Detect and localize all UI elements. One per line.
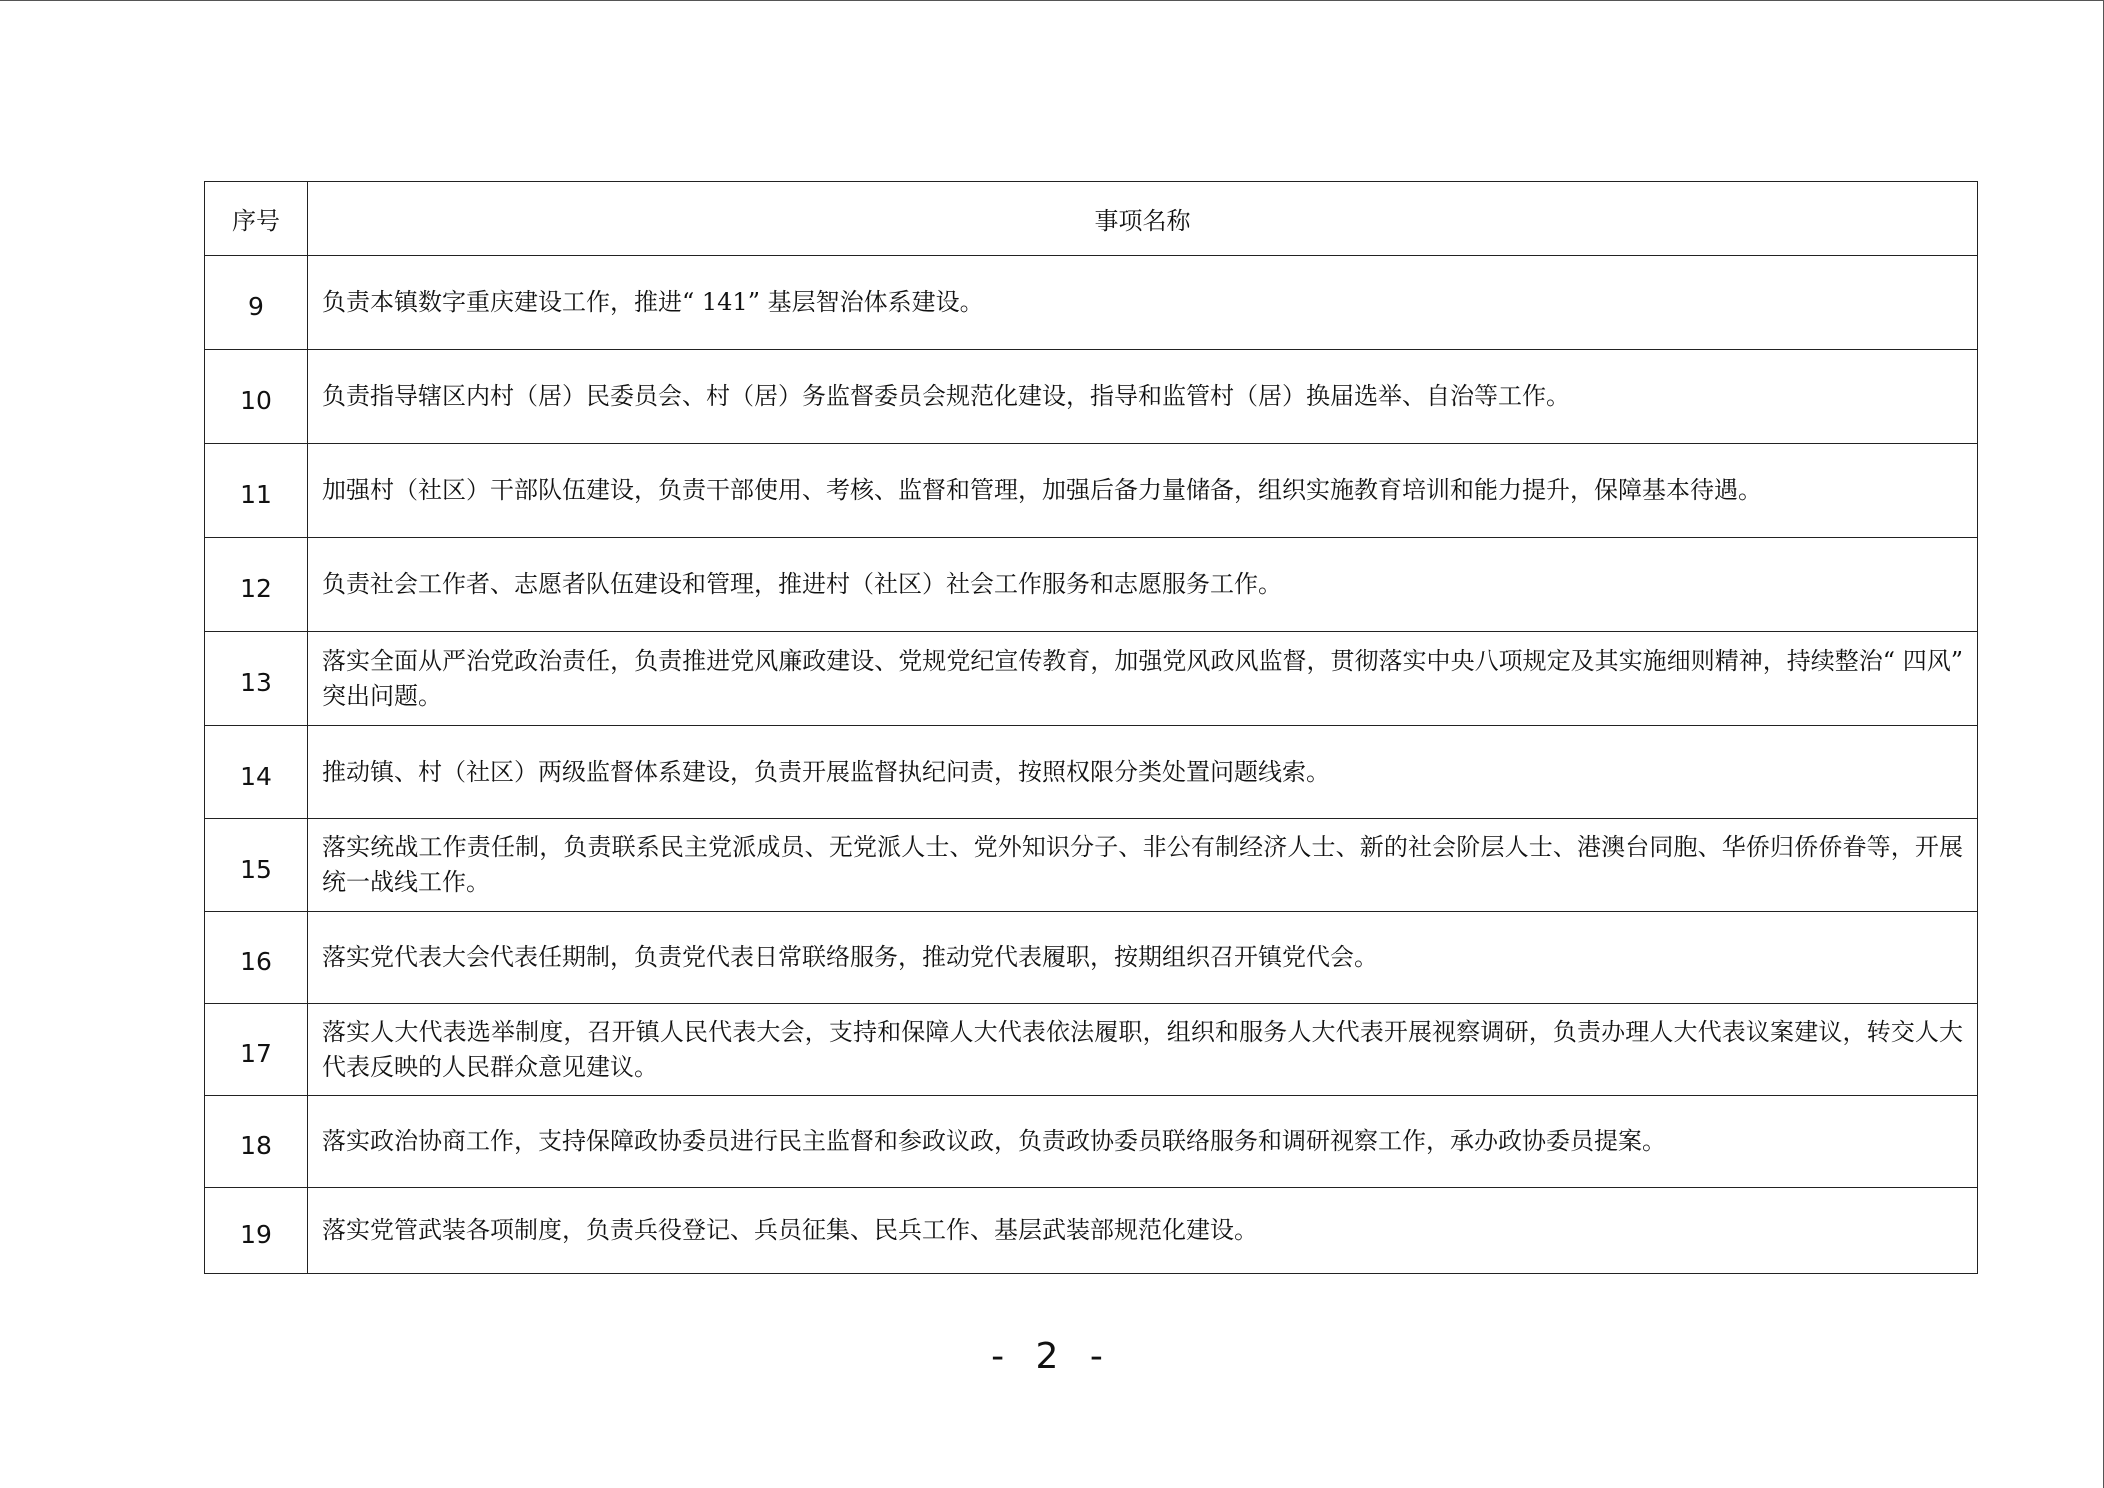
table-row — [205, 1188, 1978, 1274]
row-number: 15 — [205, 819, 308, 912]
row-number: 19 — [205, 1188, 308, 1274]
row-text: 负责社会工作者、志愿者队伍建设和管理，推进村（社区）社会工作服务和志愿服务工作。 — [308, 538, 1978, 632]
row-text: 负责指导辖区内村（居）民委员会、村（居）务监督委员会规范化建设，指导和监管村（居）换届选举、自治等工作。 — [308, 350, 1978, 444]
table-row — [205, 538, 1978, 632]
table-row — [205, 819, 1978, 912]
table-row — [205, 726, 1978, 819]
row-text: 落实党管武装各项制度，负责兵役登记、兵员征集、民兵工作、基层武装部规范化建设。 — [308, 1188, 1978, 1274]
row-text: 落实全面从严治党政治责任，负责推进党风廉政建设、党规党纪宣传教育，加强党风政风监督，贯彻落实中央八项规定及其实施细则精神，持续整治“ 四风” 突出问题。 — [308, 632, 1978, 726]
table-header-row — [205, 182, 1978, 256]
row-number: 9 — [205, 256, 308, 350]
row-number: 16 — [205, 912, 308, 1004]
row-text: 落实统战工作责任制，负责联系民主党派成员、无党派人士、党外知识分子、非公有制经济人士、新的社会阶层人士、港澳台同胞、华侨归侨侨眷等，开展统一战线工作。 — [308, 819, 1978, 912]
table-row — [205, 350, 1978, 444]
table-row — [205, 444, 1978, 538]
table-row — [205, 632, 1978, 726]
header-item-name: 事项名称 — [308, 182, 1978, 256]
row-text: 落实人大代表选举制度，召开镇人民代表大会，支持和保障人大代表依法履职，组织和服务人大代表开展视察调研，负责办理人大代表议案建议，转交人大代表反映的人民群众意见建议。 — [308, 1004, 1978, 1096]
table-row — [205, 1096, 1978, 1188]
header-number: 序号 — [205, 182, 308, 256]
row-text: 落实政治协商工作，支持保障政协委员进行民主监督和参政议政，负责政协委员联络服务和调研视察工作，承办政协委员提案。 — [308, 1096, 1978, 1188]
row-text: 推动镇、村（社区）两级监督体系建设，负责开展监督执纪问责，按照权限分类处置问题线索。 — [308, 726, 1978, 819]
row-text: 负责本镇数字重庆建设工作，推进“ 141” 基层智治体系建设。 — [308, 256, 1978, 350]
row-number: 14 — [205, 726, 308, 819]
page-number: - 2 - — [991, 1336, 1113, 1377]
table-row — [205, 256, 1978, 350]
row-number: 13 — [205, 632, 308, 726]
row-number: 17 — [205, 1004, 308, 1096]
row-number: 12 — [205, 538, 308, 632]
table-row — [205, 1004, 1978, 1096]
table-row — [205, 912, 1978, 1004]
row-text: 落实党代表大会代表任期制，负责党代表日常联络服务，推动党代表履职，按期组织召开镇党代会。 — [308, 912, 1978, 1004]
items-table — [204, 181, 1978, 1274]
row-number: 10 — [205, 350, 308, 444]
row-number: 18 — [205, 1096, 308, 1188]
row-number: 11 — [205, 444, 308, 538]
row-text: 加强村（社区）干部队伍建设，负责干部使用、考核、监督和管理，加强后备力量储备，组织实施教育培训和能力提升，保障基本待遇。 — [308, 444, 1978, 538]
